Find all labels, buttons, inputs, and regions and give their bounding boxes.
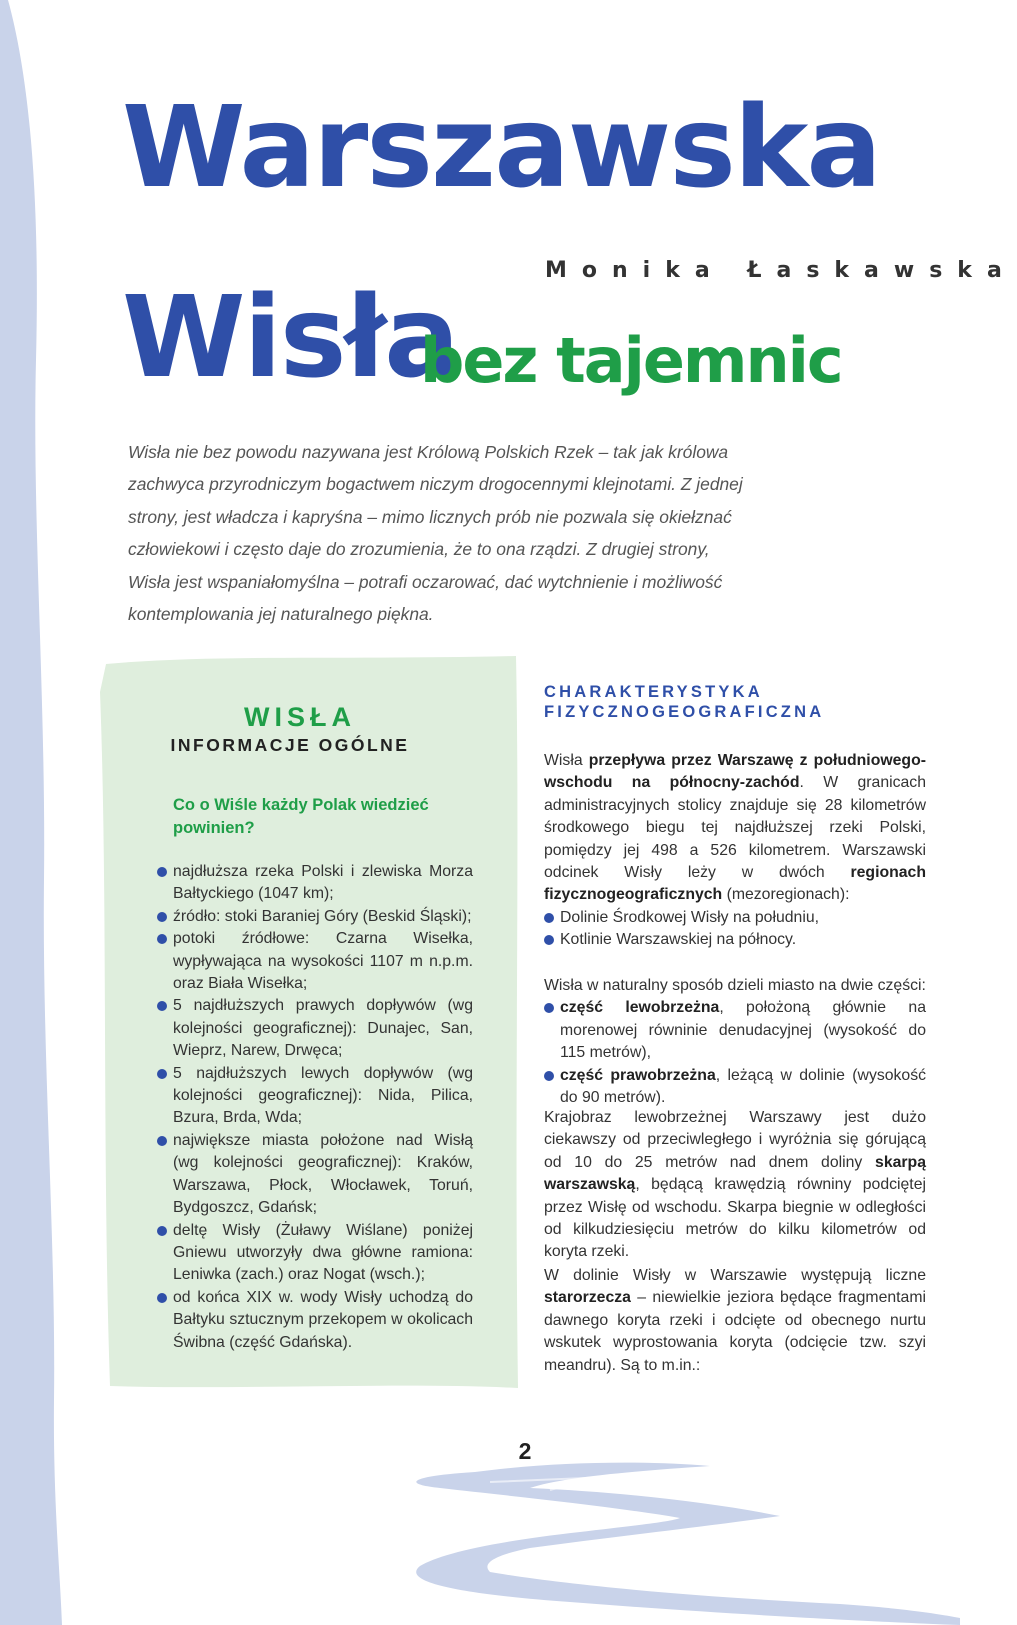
bullet-icon [157,1226,167,1236]
bold-text: przepływa przez Warszawę z południowego-wschodu na północny-zachód [544,752,926,792]
text-run: – niewielkie jeziora będące fragmentami dawnego koryta rzeki i odcięte od obecnego nurtu wskutek wyprostowania koryta (odcięcie tzw. szyi meandru). Są to m.in.: [544,1289,926,1374]
bullet-icon [544,913,554,923]
list-item-text: źródło: stoki Baraniej Góry (Beskid Śląski); [173,907,472,925]
paragraph-oxbow-lakes [544,1265,926,1377]
list-item [173,1287,473,1354]
title-line-2: Wisła [122,273,458,403]
list-item [173,861,473,906]
text-run: Wisła w naturalny sposób dzieli miasto na dwie części: [544,977,926,994]
section-heading-line-1: CHARAKTERYSTYKA [544,683,763,701]
list-item-text: Kotlinie Warszawskiej na północy. [560,931,797,949]
bold-text: skarpą warszawską [544,1153,926,1194]
author-name: Monika Łaskawska [545,258,1017,283]
list-item [544,929,926,951]
bullet-icon [544,935,554,945]
info-box-list [173,861,473,1354]
section-heading-line-2: FIZYCZNOGEOGRAFICZNA [544,703,825,721]
list-item [544,1065,926,1110]
bullet-icon [544,1071,554,1081]
subtitle: bez tajemnic [420,324,842,397]
list-item-text: potoki źródłowe: Czarna Wisełka, wypływająca na wysokości 1107 m n.p.m. oraz Biała Wisełka; [173,930,473,993]
bullet-icon [157,1293,167,1303]
list-item [173,1130,473,1220]
paragraph-city-parts [544,975,926,1109]
paragraph-escarpment [544,1107,926,1264]
bullet-icon [157,1069,167,1079]
bullet-icon [157,912,167,922]
list-item-text: , leżącą w dolinie (wysokość do 90 metrów). [560,1066,927,1107]
text-run: W dolinie Wisły w Warszawie występują liczne [544,1267,926,1284]
list-item [544,907,926,929]
list-item [173,928,473,995]
bold-text: część lewobrzeżna [560,999,720,1017]
text-run: Wisła [544,752,589,769]
text-run: (mezoregionach): [722,886,850,904]
info-box-subtitle: INFORMACJE OGÓLNE [170,735,410,755]
text-run: , będącą krawędzią równiny podciętej przez Wisłę od wschodu. Skarpa biegnie w odległości od kilkudziesięciu metrów do kilku kilometrów od koryta rzeki. [544,1176,926,1261]
bold-text: regionach fizycznogeograficznych [544,864,926,904]
bold-text: starorzecza [544,1289,631,1307]
list-item-text: 5 najdłuższych lewych dopływów (wg kolejności geograficznej): Nida, Pilica, Bzura, Brda, Wda; [173,1064,473,1127]
section-heading [544,682,926,722]
list-item [173,1063,473,1130]
info-box-title: WISŁA [244,702,356,732]
paragraph-flow [544,750,926,952]
bold-text: część prawobrzeżna [560,1066,716,1084]
text-run: . W granicach administracyjnych stolicy znajduje się 28 kilometrów środkowego biegu tej najdłuższej rzeki Polski, pomiędzy jej 498 a 526 kilometrem. Warszawski odcinek Wisły leży w dwóch [544,774,926,882]
list-item [173,995,473,1062]
list-item-text: deltę Wisły (Żuławy Wiślane) poniżej Gniewu utworzyły dwa główne ramiona: Leniwka (zach.) oraz Nogat (wsch.); [173,1221,473,1284]
list-item-text: od końca XIX w. wody Wisły uchodzą do Bałtyku sztucznym przekopem w okolicach Świbna (część Gdańska). [173,1288,473,1351]
list-item [173,906,473,928]
list-item-text: Dolinie Środkowej Wisły na południu, [560,908,820,926]
list-item-text: 5 najdłuższych prawych dopływów (wg kolejności geograficznej): Dunajec, San, Wieprz, Narew, Drwęca; [173,997,473,1060]
mesoregion-list [544,907,926,952]
list-item [544,997,926,1064]
bullet-icon [544,1003,554,1013]
intro-paragraph: Wisła nie bez powodu nazywana jest Królową Polskich Rzek – tak jak królowa zachwyca przyrodniczym bogactwem niczym drogocennymi klejnotami. Z jednej strony, jest władcza i kapryśna – mimo licznych prób nie pozwala się okiełznać człowiekowi i często daje do zrozumienia, że to ona rządzi. Z drugiej strony, Wisła jest wspaniałomyślna – potrafi oczarować, dać wytchnienie i możliwość kontemplowania jej naturalnego piękna. [128,442,743,625]
river-decoration [380,1462,960,1625]
text-run: Krajobraz lewobrzeżnej Warszawy jest dużo ciekawszy od przeciwległego i wyróżnia się górującą od 10 do 25 metrów nad dnem doliny [544,1109,926,1171]
info-box-question: Co o Wiśle każdy Polak wiedzieć powinien? [173,796,429,837]
bullet-icon [157,1136,167,1146]
list-item-text: największe miasta położone nad Wisłą (wg kolejności geograficznej): Kraków, Warszawa, Płock, Włocławek, Toruń, Bydgoszcz, Gdańsk; [173,1131,473,1217]
left-wave-decoration [0,0,70,1625]
list-item-text: najdłuższa rzeka Polski i zlewiska Morza Bałtyckiego (1047 km); [173,863,473,903]
list-item [173,1220,473,1287]
city-parts-list [544,997,926,1109]
title-line-1: Warszawska [122,83,880,213]
list-item-text: , położoną głównie na morenowej równinie denudacyjnej (wysokość do 115 metrów), [560,999,926,1062]
page-number: 2 [518,1438,532,1464]
bullet-icon [157,867,167,877]
